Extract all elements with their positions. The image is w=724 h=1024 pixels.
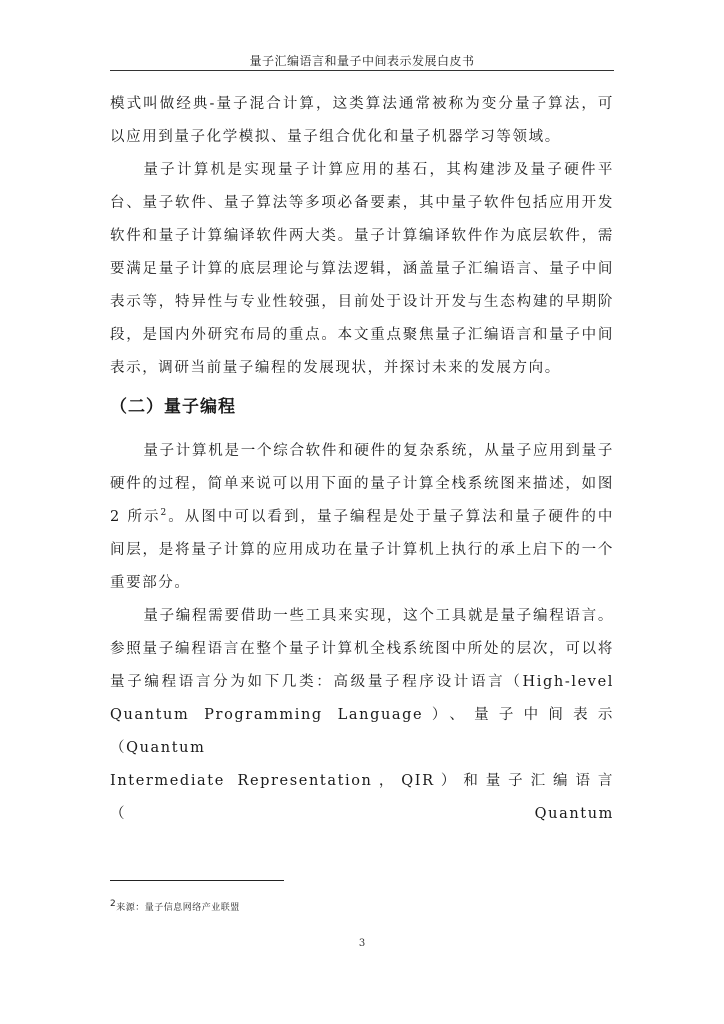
running-header-title: 量子汇编语言和量子中间表示发展白皮书 [249,54,475,68]
header-rule [110,70,614,71]
footnote-reference: 2 [160,508,168,519]
paragraph-programming-languages: 量子编程需要借助一些工具来实现，这个工具就是量子编程语言。参照量子编程语言在整个量子计算机全栈系统图中所处的层次，可以将量子编程语言分为如下几类：高级量子程序设计语言（High-level Quantum Programming Language）、量子中间表示（Quantum [110,608,614,756]
paragraph-quantum-computer-foundation: 量子计算机是实现量子计算应用的基石，其构建涉及量子硬件平台、量子软件、量子算法等多项必备要素，其中量子软件包括应用开发软件和量子计算编译软件两大类。量子计算编译软件作为底层软件，需要满足量子计算的底层理论与算法逻辑，涵盖量子汇编语言、量子中间表示等，特异性与专业性较强，目前处于设计开发与生态构建的早期阶段，是国内外研究布局的重点。本文重点聚焦量子汇编语言和量子中间表示，调研当前量子编程的发展现状，并探讨未来的发展方向。 [110,162,614,376]
section-heading-quantum-programming: （二）量子编程 [110,397,236,417]
document-body [110,88,614,831]
paragraph-continued: 模式叫做经典-量子混合计算，这类算法通常被称为变分量子算法，可以应用到量子化学模拟、量子组合优化和量子机器学习等领域。 [110,96,614,145]
paragraph-text-after-footnote: 。从图中可以看到，量子编程是处于量子算法和量子硬件的中间层，是将量子计算的应用成功在量子计算机上执行的承上启下的一个重要部分。 [110,509,615,591]
paragraph-programming-languages-last-line: Intermediate Representation，QIR）和量子汇编语言（Quantum [110,773,614,822]
paragraph-full-stack-system [110,435,614,600]
footnote-separator [110,880,284,881]
footnote-text: 来源：量子信息网络产业联盟 [116,903,240,913]
footnote-number: 2 [110,899,117,909]
page-number: 3 [358,938,366,949]
paragraph-text-before-footnote: 量子计算机是一个综合软件和硬件的复杂系统，从量子应用到量子硬件的过程，简单来说可以用下面的量子计算全栈系统图来描述，如图 2 所示 [110,443,614,525]
footnote [110,900,240,913]
